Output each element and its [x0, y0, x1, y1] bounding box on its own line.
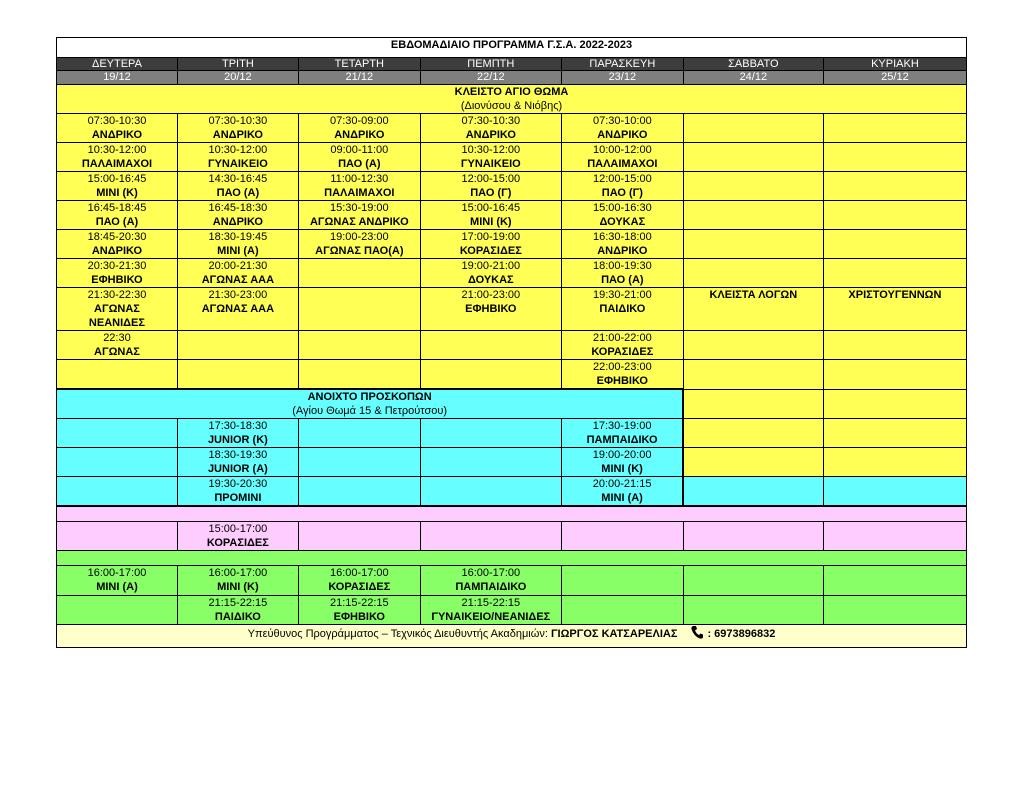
slot-team: ΠΑΙΔΙΚΟ — [214, 611, 261, 623]
slot-cell — [561, 566, 683, 596]
slot-team: ΠΑΟ (Α) — [95, 216, 139, 228]
slot-time: 18:30-19:30 — [208, 449, 268, 461]
slot-team: MINI (A) — [96, 581, 138, 593]
slot-time: 16:00-17:00 — [329, 567, 389, 579]
slot-cell — [57, 477, 178, 507]
slot-cell — [561, 448, 683, 477]
slot-team: ΑΝΔΡΙΚΟ — [334, 129, 385, 141]
date-header-6: 25/12 — [823, 71, 966, 85]
slot-time: 19:30-20:30 — [208, 478, 268, 490]
slot-cell — [420, 114, 561, 143]
footer-name: ΓΙΩΡΓΟΣ ΚΑΤΣΑΡΕΛΙΑΣ — [550, 627, 678, 640]
slot-time: 22:00-23:00 — [592, 361, 652, 373]
slot-time: 10:30-12:00 — [87, 144, 147, 156]
slot-cell — [823, 596, 966, 625]
sun-empty — [823, 259, 966, 288]
slot-time: 16:45-18:30 — [208, 202, 268, 214]
slot-cell — [298, 360, 420, 390]
slot-team-line2: ΝΕΑΝΙΔΕΣ — [88, 317, 145, 329]
slot-time: 20:30-21:30 — [87, 260, 147, 272]
slot-cell — [57, 143, 178, 172]
slot-cell — [823, 566, 966, 596]
sun-empty — [823, 477, 966, 507]
slot-team: ΑΝΔΡΙΚΟ — [212, 216, 263, 228]
slot-team: MINI (A) — [601, 492, 643, 504]
sun-empty — [823, 389, 966, 419]
slot-cell — [298, 143, 420, 172]
slot-cell — [420, 288, 561, 331]
slot-team: MINI (A) — [217, 245, 259, 257]
date-header-5: 24/12 — [683, 71, 823, 85]
slot-cell — [177, 522, 298, 551]
slot-time: 14:30-16:45 — [208, 173, 268, 185]
slot-cell — [177, 596, 298, 625]
footer-responsible — [57, 625, 967, 648]
slot-time: 07:30-10:30 — [208, 115, 268, 127]
sun-empty — [823, 172, 966, 201]
slot-cell — [420, 172, 561, 201]
slot-time: 21:00-22:00 — [592, 332, 652, 344]
slot-cell — [420, 596, 561, 625]
date-header-1: 20/12 — [177, 71, 298, 85]
slot-team: ΑΝΔΡΙΚΟ — [91, 245, 143, 257]
slot-cell — [298, 230, 420, 259]
slot-cell — [420, 477, 561, 507]
sat-empty — [683, 230, 823, 259]
slot-cell — [561, 143, 683, 172]
slot-time: 12:00-15:00 — [592, 173, 652, 185]
slot-cell — [298, 201, 420, 230]
slot-team: ΔΟΥΚΑΣ — [599, 216, 646, 228]
slot-time: 12:00-15:00 — [461, 173, 521, 185]
slot-time: 09:00-11:00 — [330, 144, 389, 156]
slot-cell — [57, 288, 178, 331]
schedule-table — [56, 37, 967, 648]
slot-team: JUNIOR (K) — [207, 434, 268, 446]
slot-cell — [298, 477, 420, 507]
slot-cell — [177, 419, 298, 448]
slot-cell — [298, 419, 420, 448]
slot-cell — [298, 448, 420, 477]
closed-saturday: ΚΛΕΙΣΤΑ ΛΟΓΩΝ — [683, 288, 823, 331]
slot-team: ΠΑΟ (Α) — [601, 274, 644, 286]
slot-time: 16:45-18:45 — [87, 202, 147, 214]
slot-time: 22:30 — [103, 332, 131, 344]
slot-team: ΠΑΟ (Γ) — [601, 187, 643, 199]
closed-sunday: ΧΡΙΣΤΟΥΓΕΝΝΩΝ — [823, 288, 966, 331]
slot-team: ΚΟΡΑΣΙΔΕΣ — [459, 245, 522, 257]
day-header-3: ΠΕΜΠΤΗ — [420, 58, 561, 71]
slot-team: ΕΦΗΒΙΚΟ — [91, 274, 143, 286]
slot-team: ΠΑΛΑΙΜΑΧΟΙ — [81, 158, 153, 170]
slot-team: ΑΓΩΝΑΣ — [94, 346, 140, 358]
sat-empty — [683, 114, 823, 143]
slot-cell — [420, 230, 561, 259]
slot-cell — [177, 259, 298, 288]
slot-team: ΠΑΟ (Α) — [216, 187, 260, 199]
slot-cell — [561, 477, 683, 507]
slot-cell — [420, 448, 561, 477]
slot-team: ΑΝΔΡΙΚΟ — [597, 129, 648, 141]
weekly-schedule — [56, 37, 967, 648]
slot-team: ΑΓΩΝΑΣ ΠΑΟ(Α) — [315, 245, 404, 257]
slot-time: 15:00-16:45 — [461, 202, 521, 214]
slot-cell — [57, 259, 178, 288]
slot-time: 19:00-23:00 — [329, 231, 389, 243]
slot-cell — [57, 172, 178, 201]
slot-cell — [57, 331, 178, 360]
slot-time: 17:30-18:30 — [208, 420, 268, 432]
sun-empty — [823, 331, 966, 360]
slot-cell — [420, 143, 561, 172]
sun-empty — [823, 230, 966, 259]
slot-team: ΠΑΛΑΙΜΑΧΟΙ — [587, 158, 658, 170]
slot-cell — [177, 201, 298, 230]
slot-team: ΓΥΝΑΙΚΕΙΟ — [207, 158, 268, 170]
pink-divider — [57, 506, 967, 522]
date-header-2: 21/12 — [298, 71, 420, 85]
slot-cell — [177, 288, 298, 331]
day-header-5: ΣΑΒΒΑΤΟ — [683, 58, 823, 71]
slot-team: ΠΑΟ (Α) — [338, 158, 381, 170]
slot-team: ΑΝΔΡΙΚΟ — [465, 129, 516, 141]
venue2-name: ΑΝΟΙΧΤΟ ΠΡΟΣΚΟΠΩΝ — [307, 391, 432, 403]
slot-time: 15:00-17:00 — [208, 523, 268, 535]
venue2-address: (Αγίου Θωμά 15 & Πετρούτσου) — [292, 405, 448, 417]
slot-team: ΠΑΙΔΙΚΟ — [599, 303, 646, 315]
slot-time: 15:00-16:30 — [592, 202, 652, 214]
slot-time: 18:00-19:30 — [592, 260, 652, 272]
slot-cell — [57, 596, 178, 625]
slot-cell — [57, 230, 178, 259]
date-header-3: 22/12 — [420, 71, 561, 85]
slot-time: 07:30-10:30 — [461, 115, 521, 127]
slot-time: 15:30-19:00 — [329, 202, 389, 214]
day-header-1: ΤΡΙΤΗ — [177, 58, 298, 71]
slot-team: MINI (K) — [96, 187, 138, 199]
slot-cell — [298, 596, 420, 625]
day-header-2: ΤΕΤΑΡΤΗ — [298, 58, 420, 71]
slot-cell — [683, 596, 823, 625]
slot-cell — [57, 114, 178, 143]
slot-cell — [57, 448, 178, 477]
slot-time: 19:30-21:00 — [592, 289, 652, 301]
slot-time: 16:00-17:00 — [461, 567, 521, 579]
venue2-header — [57, 389, 684, 419]
slot-team: ΑΝΔΡΙΚΟ — [597, 245, 648, 257]
slot-time: 21:30-23:00 — [208, 289, 268, 301]
slot-team: ΓΥΝΑΙΚΕΙΟ/ΝΕΑΝΙΔΕΣ — [431, 611, 551, 623]
slot-cell — [298, 566, 420, 596]
slot-cell — [298, 259, 420, 288]
slot-time: 11:00-12:30 — [330, 173, 389, 185]
sun-empty — [823, 114, 966, 143]
sun-empty — [823, 201, 966, 230]
slot-cell — [561, 419, 683, 448]
slot-cell — [177, 448, 298, 477]
sat-empty — [683, 259, 823, 288]
date-header-0: 19/12 — [57, 71, 178, 85]
slot-team: ΠΑΜΠΑΙΔΙΚΟ — [586, 434, 658, 446]
slot-time: 15:00-16:45 — [87, 173, 147, 185]
slot-cell — [177, 230, 298, 259]
sat-empty — [683, 331, 823, 360]
slot-cell — [561, 360, 683, 390]
slot-team: ΑΓΩΝΑΣ ΑΝΔΡΙΚΟ — [309, 216, 409, 228]
slot-time: 20:00-21:30 — [208, 260, 268, 272]
slot-cell — [57, 360, 178, 390]
slot-team: MINI (K) — [217, 581, 259, 593]
slot-cell — [298, 172, 420, 201]
day-header-6: ΚΥΡΙΑΚΗ — [823, 58, 966, 71]
slot-team: ΠΑΛΑΙΜΑΧΟΙ — [324, 187, 395, 199]
slot-time: 10:00-12:00 — [592, 144, 652, 156]
sun-empty — [823, 143, 966, 172]
slot-team: ΔΟΥΚΑΣ — [467, 274, 514, 286]
sat-empty — [683, 201, 823, 230]
slot-cell — [420, 259, 561, 288]
sun-empty — [823, 360, 966, 390]
slot-team: ΑΝΔΡΙΚΟ — [212, 129, 263, 141]
sat-empty — [683, 360, 823, 390]
slot-cell — [561, 201, 683, 230]
slot-time: 16:00-17:00 — [208, 567, 268, 579]
slot-cell — [561, 288, 683, 331]
slot-time: 16:00-17:00 — [87, 567, 147, 579]
schedule-title: ΕΒΔΟΜΑΔΙΑΙΟ ΠΡΟΓΡΑΜΜΑ Γ.Σ.Α. 2022-2023 — [57, 38, 967, 58]
slot-cell — [298, 114, 420, 143]
footer-label: Υπεύθυνος Προγράμματος – Τεχνικός Διευθυντής Ακαδημιών: — [247, 627, 551, 640]
slot-time: 16:30-18:00 — [592, 231, 652, 243]
slot-team: JUNIOR (A) — [207, 463, 268, 475]
slot-cell — [683, 566, 823, 596]
footer-phone: : 6973896832 — [707, 627, 776, 640]
slot-cell — [561, 114, 683, 143]
slot-team: ΑΓΩΝΑΣ ΑΑΑ — [201, 274, 275, 286]
slot-cell — [177, 477, 298, 507]
slot-cell — [561, 172, 683, 201]
slot-cell — [561, 596, 683, 625]
slot-team: ΓΥΝΑΙΚΕΙΟ — [460, 158, 521, 170]
slot-cell — [298, 522, 420, 551]
slot-time: 18:45-20:30 — [87, 231, 147, 243]
slot-cell — [57, 419, 178, 448]
slot-time: 17:00-19:00 — [461, 231, 521, 243]
slot-cell — [57, 522, 178, 551]
slot-time: 10:30-12:00 — [208, 144, 268, 156]
venue1-name: ΚΛΕΙΣΤΟ ΑΓΙΟ ΘΩΜΑ — [454, 86, 569, 98]
slot-time: 07:30-10:30 — [87, 115, 147, 127]
slot-cell — [420, 522, 561, 551]
sat-empty — [683, 477, 823, 507]
phone-icon — [691, 625, 703, 643]
slot-cell — [177, 172, 298, 201]
slot-team: ΚΟΡΑΣΙΔΕΣ — [591, 346, 654, 358]
day-header-0: ΔΕΥΤΕΡΑ — [57, 58, 178, 71]
slot-time: 19:00-20:00 — [592, 449, 652, 461]
slot-time: 17:30-19:00 — [592, 420, 652, 432]
slot-cell — [177, 331, 298, 360]
slot-time: 07:30-09:00 — [329, 115, 389, 127]
slot-team: ΑΝΔΡΙΚΟ — [91, 129, 143, 141]
slot-cell — [561, 259, 683, 288]
slot-cell — [683, 522, 823, 551]
slot-team: ΠΑΟ (Γ) — [470, 187, 512, 199]
slot-cell — [177, 114, 298, 143]
slot-cell — [561, 522, 683, 551]
slot-team: MINI (K) — [601, 463, 643, 475]
slot-time: 19:00-21:00 — [461, 260, 521, 272]
slot-cell — [420, 566, 561, 596]
sun-empty — [823, 419, 966, 448]
slot-time: 07:30-10:00 — [592, 115, 652, 127]
slot-time: 21:30-22:30 — [87, 289, 147, 301]
slot-team: ΚΟΡΑΣΙΔΕΣ — [206, 537, 269, 549]
slot-cell — [298, 331, 420, 360]
slot-cell — [420, 201, 561, 230]
slot-time: 18:30-19:45 — [208, 231, 268, 243]
slot-cell — [177, 143, 298, 172]
slot-cell — [177, 360, 298, 390]
sun-empty — [823, 448, 966, 477]
slot-team: ΠΡΟΜΙΝΙ — [214, 492, 262, 504]
slot-team: ΑΓΩΝΑΣ ΑΑΑ — [201, 303, 275, 315]
slot-team: ΚΟΡΑΣΙΔΕΣ — [328, 581, 391, 593]
slot-time: 10:30-12:00 — [461, 144, 521, 156]
slot-cell — [420, 360, 561, 390]
slot-cell — [823, 522, 966, 551]
slot-cell — [57, 201, 178, 230]
slot-time: 21:15-22:15 — [329, 597, 389, 609]
slot-team: ΑΓΩΝΑΣ — [94, 303, 140, 315]
slot-time: 21:00-23:00 — [461, 289, 521, 301]
slot-team: MINI (K) — [470, 216, 512, 228]
slot-cell — [298, 288, 420, 331]
slot-time: 20:00-21:15 — [592, 478, 652, 490]
slot-time: 21:15-22:15 — [208, 597, 268, 609]
slot-cell — [561, 331, 683, 360]
slot-team: ΕΦΗΒΙΚΟ — [596, 375, 648, 387]
slot-time: 21:15-22:15 — [461, 597, 521, 609]
green-divider — [57, 551, 967, 566]
slot-cell — [420, 419, 561, 448]
slot-cell — [57, 566, 178, 596]
slot-team: ΕΦΗΒΙΚΟ — [465, 303, 517, 315]
venue1-address: (Διονύσου & Νιόβης) — [460, 100, 563, 112]
sat-empty — [683, 419, 823, 448]
sat-empty — [683, 389, 823, 419]
sat-empty — [683, 143, 823, 172]
sat-empty — [683, 172, 823, 201]
slot-team: ΠΑΜΠΑΙΔΙΚΟ — [455, 581, 527, 593]
venue1-header — [57, 85, 967, 114]
slot-cell — [177, 566, 298, 596]
slot-cell — [420, 331, 561, 360]
day-header-4: ΠΑΡΑΣΚΕΥΗ — [561, 58, 683, 71]
slot-team: ΕΦΗΒΙΚΟ — [333, 611, 385, 623]
slot-cell — [561, 230, 683, 259]
sat-empty — [683, 448, 823, 477]
date-header-4: 23/12 — [561, 71, 683, 85]
